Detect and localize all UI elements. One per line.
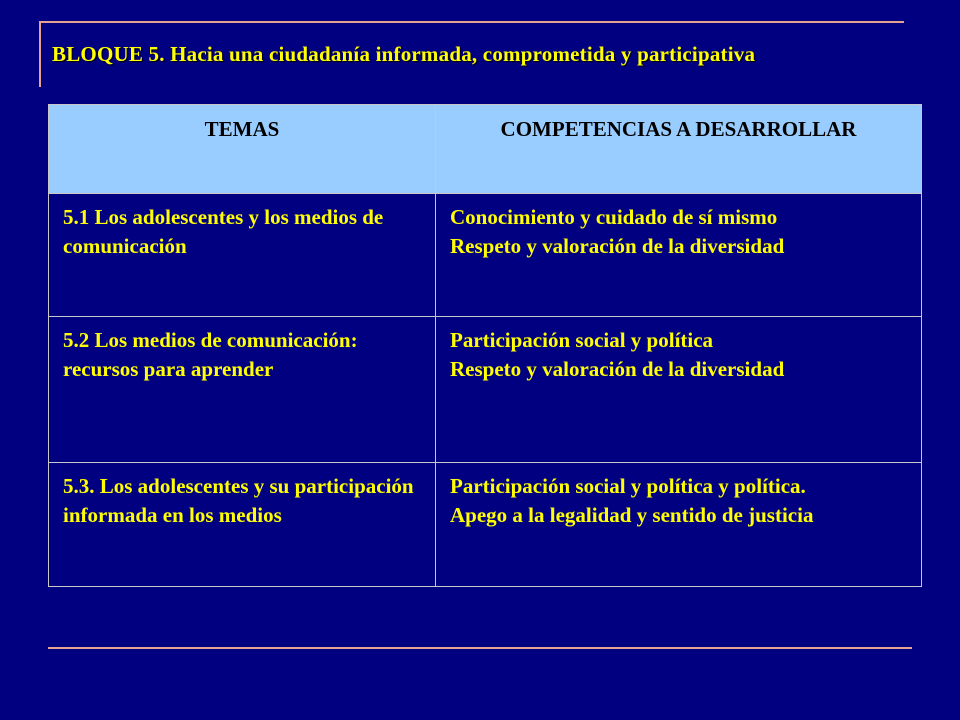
competencia-item: Respeto y valoración de la diversidad: [450, 357, 785, 381]
bottom-rule: [48, 647, 912, 649]
table-row: [49, 317, 922, 463]
tema-cell: 5.3. Los adolescentes y su participación informada en los medios: [49, 463, 436, 587]
slide-title: BLOQUE 5. Hacia una ciudadanía informada, comprometida y participativa: [52, 42, 756, 66]
competencias-cell: [436, 463, 922, 587]
competencia-item: Participación social y política y política.: [450, 474, 806, 498]
competencia-item: Respeto y valoración de la diversidad: [450, 234, 785, 258]
competencia-item: Participación social y política: [450, 328, 714, 352]
table-header-row: [49, 105, 922, 194]
competencias-cell: [436, 194, 922, 317]
competencia-item: Apego a la legalidad y sentido de justicia: [450, 503, 814, 527]
competencias-cell: [436, 317, 922, 463]
top-rule: [40, 21, 904, 23]
table-row: [49, 194, 922, 317]
topics-table: [48, 104, 922, 587]
competencia-item: Conocimiento y cuidado de sí mismo: [450, 205, 778, 229]
left-rule: [39, 21, 41, 87]
tema-cell: 5.1 Los adolescentes y los medios de comunicación: [49, 194, 436, 317]
header-temas: TEMAS: [49, 105, 436, 194]
header-competencias: COMPETENCIAS A DESARROLLAR: [436, 105, 922, 194]
tema-cell: 5.2 Los medios de comunicación: recursos para aprender: [49, 317, 436, 463]
table-row: [49, 463, 922, 587]
